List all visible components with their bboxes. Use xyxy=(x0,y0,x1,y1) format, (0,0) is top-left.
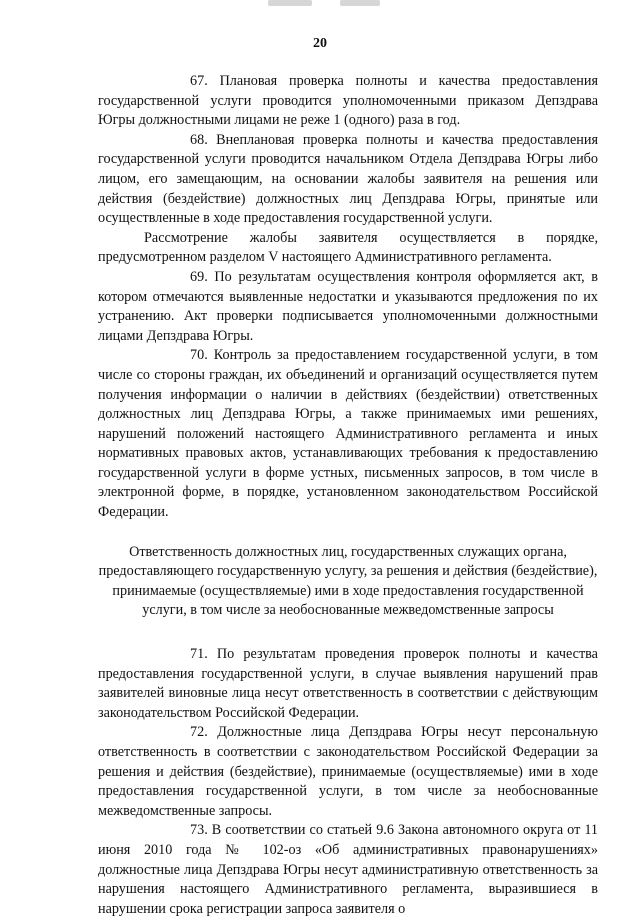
paragraph-number: 67. xyxy=(190,73,208,89)
paragraph-text: Контроль за предоставлением государственной услуги, в том числе со стороны граждан, их объединений и организаций осуществляется путем получения информации о наличии в действиях (бездействии) ответственных должностных лиц Депздрава Югры, а также принимаемых ими решениях, нарушений положений настоящего Административного регламента и иных нормативных правовых актов, устанавливающих требования к предоставлению государственной услуги в форме устных, письменных запросов, в том числе в электронной форме, в порядке, установленном законодательством Российской Федерации. xyxy=(98,347,598,521)
page-number: 20 xyxy=(313,36,327,51)
paragraph-text: Внеплановая проверка полноты и качества предоставления государственной услуги проводится начальником Отдела Депздрава Югры либо лицом, его замещающим, на основании жалобы заявителя на решения или действия (бездействие) должностных лиц Депздрава Югры, принятые или осуществленные в ходе предоставления государственной услуги. xyxy=(98,131,598,227)
paragraph-number: 71. xyxy=(190,646,208,663)
paragraph-number: 70. xyxy=(190,347,208,364)
paragraph-text: Плановая проверка полноты и качества предоставления государственной услуги проводится уполномоченными приказом Депздрава Югры должностными лицами не реже 1 (одного) раза в год. xyxy=(98,73,598,129)
paragraph-group-bottom xyxy=(98,645,598,919)
paragraph xyxy=(98,131,598,229)
scan-artifact xyxy=(340,0,380,6)
paragraph xyxy=(98,268,598,346)
paragraph xyxy=(98,229,598,268)
paragraph-text: По результатам осуществления контроля оформляется акт, в котором отмечаются выявленные недостатки и указываются предложения по их устранению. Акт проверки подписывается уполномоченными должностными лицами Депздрава Югры. xyxy=(98,268,598,344)
paragraph xyxy=(98,72,598,131)
paragraph-text: В соответствии со статьей 9.6 Закона автономного округа от 11 июня 2010 года № 102-оз «Об административных правонарушениях» должностные лица Депздрава Югры несут административную ответственность за нарушения настоящего Административного регламента, выразившиеся в нарушении срока регистрации запроса заявителя о xyxy=(98,822,599,917)
paragraph xyxy=(98,346,598,522)
scan-artifact xyxy=(268,0,312,6)
paragraph xyxy=(98,821,598,919)
paragraph-number: 72. xyxy=(190,724,208,741)
paragraph xyxy=(98,645,598,723)
document-body xyxy=(98,72,598,919)
paragraph-number: 73. xyxy=(190,822,208,839)
section-heading: Ответственность должностных лиц, государственных служащих органа, предоставляющего государственную услугу, за решения и действия (бездействие), принимаемые (осуществляемые) ими в ходе предоставления государственной услуги, в том числе за необоснованные межведомственные запросы xyxy=(98,543,598,619)
paragraph-text: Рассмотрение жалобы заявителя осуществляется в порядке, предусмотренном разделом V настоящего Административного регламента. xyxy=(98,229,598,266)
paragraph-text: Должностные лица Депздрава Югры несут персональную ответственность в соответствии с законодательством Российской Федерации за решения и действия (бездействие), принимаемые (осуществляемые) ими в ходе предоставления государственной услуги, в том числе за необоснованные межведомственные запросы. xyxy=(98,724,598,819)
paragraph-number: 69. xyxy=(190,268,208,285)
paragraph-text: По результатам проведения проверок полноты и качества предоставления государственной услуги, в случае выявления нарушений прав заявителей виновные лица несут ответственность в соответствии с действующим законодательством Российской Федерации. xyxy=(98,646,598,721)
paragraph-number: 68. xyxy=(190,131,208,148)
paragraph-group-top xyxy=(98,72,598,523)
paragraph xyxy=(98,723,598,821)
